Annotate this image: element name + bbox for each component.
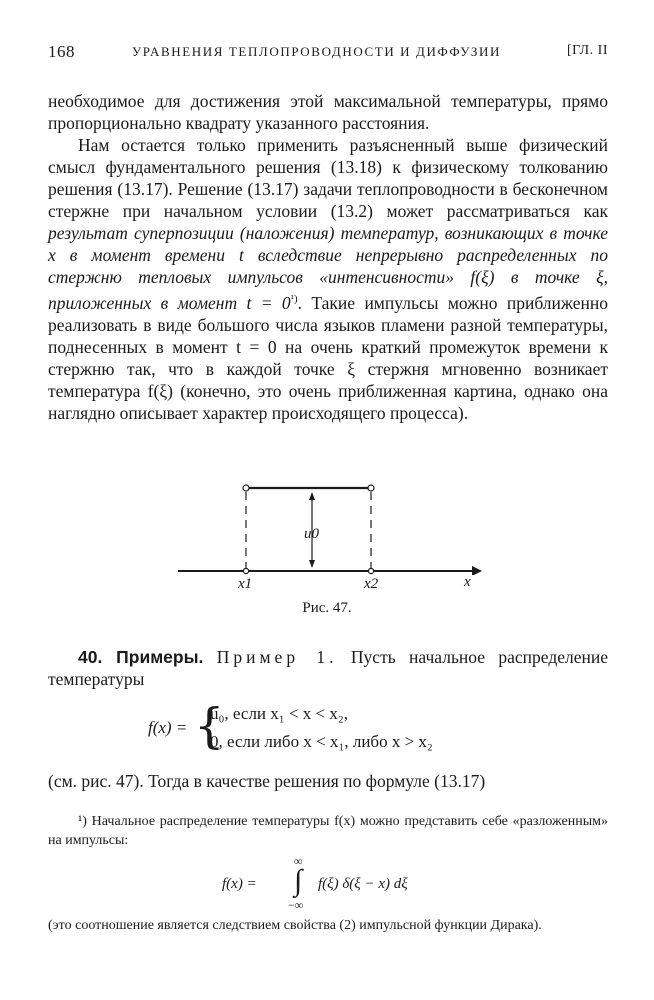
x1-label: x1	[238, 576, 253, 592]
footnote-mark: ¹)	[290, 293, 298, 305]
running-title: УРАВНЕНИЯ ТЕПЛОПРОВОДНОСТИ И ДИФФУЗИИ	[132, 44, 501, 59]
x2-label: x2	[364, 576, 379, 592]
paragraph-2	[48, 134, 608, 424]
integral-sign: ∫	[294, 864, 303, 897]
footnote-1: ¹) Начальное распределение температуры f(x) можно представить себе «разложенным» на импульсы:	[48, 814, 608, 848]
paragraph-3	[48, 646, 608, 690]
integral-lower-limit: −∞	[288, 898, 304, 912]
integral-formula	[222, 854, 482, 912]
pulse-right-endpoint	[368, 485, 374, 491]
x-label: x	[464, 574, 471, 590]
u0-arrow-down	[309, 560, 315, 568]
figure-47-diagram	[176, 480, 486, 575]
integral-upper-limit: ∞	[294, 854, 303, 868]
integrand: f(ξ) δ(ξ − x) dξ	[318, 876, 408, 892]
page-number: 168	[48, 42, 75, 61]
pulse-left-endpoint	[243, 485, 249, 491]
u0-arrow-up	[309, 492, 315, 500]
paragraph-4: (см. рис. 47). Тогда в качестве решения по формуле (13.17)	[48, 771, 486, 791]
chapter-marker: [ГЛ. II	[566, 43, 608, 58]
integral-lhs: f(x) =	[222, 876, 257, 892]
figure-caption: Рис. 47.	[302, 600, 352, 616]
x-axis-arrow	[472, 566, 482, 575]
formula-case-1: u₀, если x₁ < x < x₂,	[210, 704, 349, 723]
paragraph-2-text-cont: . Такие импульсы можно приближенно реализовать в виде большого числа языков пламени разной температуры, поднесенных в момент t = 0 на очень краткий промежуток времени к стержню так, что в каждой точке ξ стержня мгновенно возникает температура f(ξ) (конечно, это очень приближенная картина, однако она наглядно описывает характер происходящего процесса).	[48, 292, 608, 423]
formula-brace: {	[194, 698, 225, 754]
paragraph-3-text: Пусть начальное распределение температуры	[48, 647, 608, 689]
example-label: Пример 1.	[216, 647, 338, 667]
section-heading: 40. Примеры.	[78, 647, 204, 667]
formula-lhs: f(x) =	[148, 718, 188, 737]
x2-point	[368, 568, 373, 573]
x1-point	[243, 568, 248, 573]
paragraph-2-italic: результат суперпозиции (наложения) температур, возникающих в точке x в момент времени t вследствие непрерывно распределенных по стержню тепловых импульсов «интенсивности» f(ξ) в точке ξ, приложенных в момент t = 0	[48, 223, 608, 313]
paragraph-2-text: Нам остается только применить разъясненный выше физический смысл фундаментального решения (13.18) к физическому толкованию решения (13.17). Решение (13.17) задачи теплопроводности в бесконечном стержне при начальном условии (13.2) может рассматриваться как	[48, 135, 608, 221]
footnote-2: (это соотношение является следствием свойства (2) импульсной функции Дирака).	[48, 918, 542, 933]
piecewise-formula	[148, 698, 568, 758]
footnote-divider	[48, 804, 608, 805]
paragraph-1: необходимое для достижения этой максимальной температуры, прямо пропорционально квадрату указанного расстояния.	[48, 91, 608, 133]
formula-case-2: 0, если либо x < x₁, либо x > x₂	[210, 732, 433, 751]
figure-47	[176, 480, 486, 592]
u0-label: u0	[304, 526, 319, 542]
